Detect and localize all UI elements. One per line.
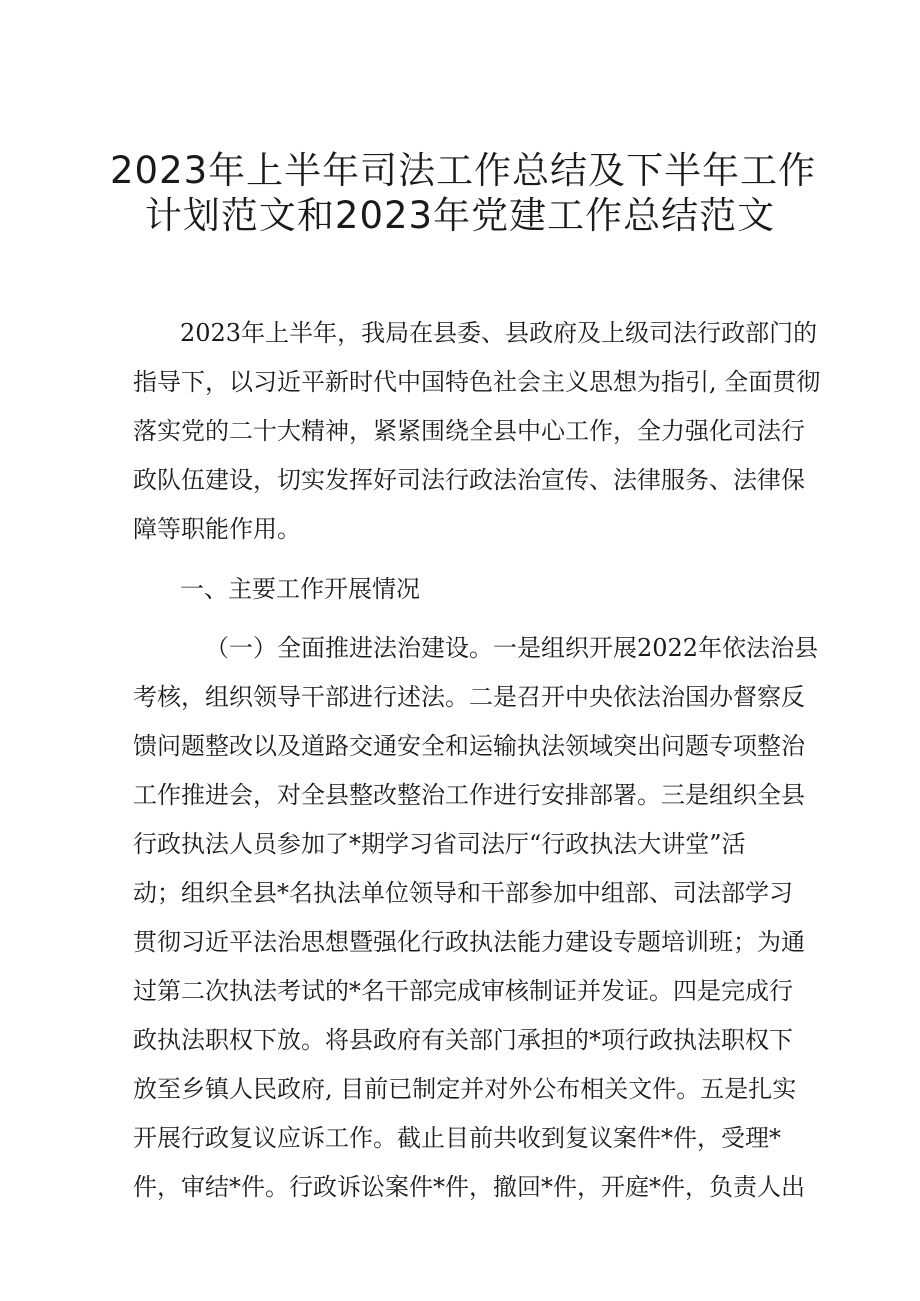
text-line: 开展行政复议应诉工作。截止目前共收到复议案件*件，受理*	[133, 1124, 781, 1152]
text-line: 过第二次执法考试的*名干部完成审核制证并发证。四是完成行	[133, 977, 793, 1005]
document-title-line-1: 2023年上半年司法工作总结及下半年工作	[110, 149, 817, 192]
text-line: 贯彻习近平法治思想暨强化行政执法能力建设专题培训班；为通	[133, 928, 805, 956]
text-line: 工作推进会，对全县整改整治工作进行安排部署。三是组织全县	[133, 781, 805, 809]
text-line: 件，审结*件。行政诉讼案件*件，撤回*件，开庭*件，负责人出	[133, 1173, 805, 1201]
text-line: 2023年上半年，我局在县委、县政府及上级司法行政部门的	[180, 319, 818, 347]
text-line: 政队伍建设，切实发挥好司法行政法治宣传、法律服务、法律保	[133, 466, 805, 494]
text-line: 指导下，以习近平新时代中国特色社会主义思想为指引, 全面贯彻	[133, 368, 821, 396]
heading-line: 一、主要工作开展情况	[180, 575, 420, 603]
text-line: 动；组织全县*名执法单位领导和干部参加中组部、司法部学习	[133, 879, 793, 907]
text-line: 政执法职权下放。将县政府有关部门承担的*项行政执法职权下	[133, 1026, 793, 1054]
text-line: 行政执法人员参加了*期学习省司法厅“行政执法大讲堂”活	[133, 830, 746, 858]
text-line: 落实党的二十大精神，紧紧围绕全县中心工作，全力强化司法行	[133, 417, 805, 445]
text-line: 考核，组织领导干部进行述法。二是召开中央依法治国办督察反	[133, 683, 805, 711]
text-line: （一）全面推进法治建设。一是组织开展2022年依法治县	[205, 634, 819, 662]
text-line: 放至乡镇人民政府, 目前已制定并对外公布相关文件。五是扎实	[133, 1075, 797, 1103]
document-title-line-2: 计划范文和2023年党建工作总结范文	[144, 194, 776, 237]
text-line: 馈问题整改以及道路交通安全和运输执法领域突出问题专项整治	[133, 732, 805, 760]
text-line: 障等职能作用。	[133, 515, 301, 543]
